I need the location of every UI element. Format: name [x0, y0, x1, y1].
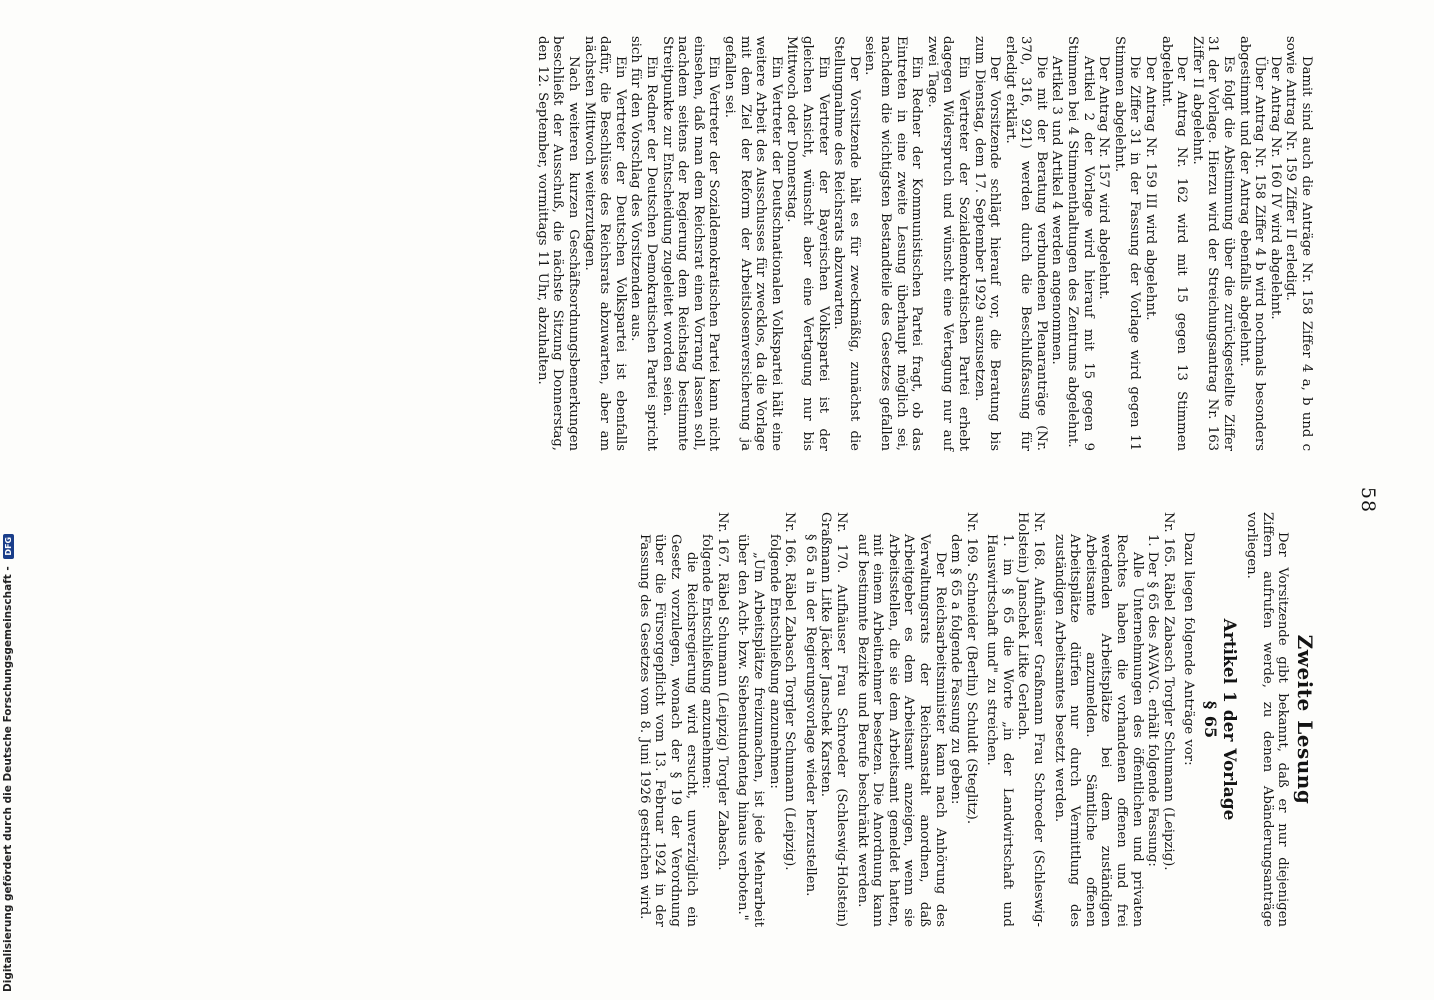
paragraph: Ein Redner der Deutschen Demokratischen Partei spricht sich für den Vorschlag des Vorsitzenden aus.	[628, 36, 660, 451]
page-number: 58	[1357, 486, 1379, 514]
motion-167: Nr. 167. Räbel Schumann (Leipzig) Torgler Zabasch.	[714, 512, 730, 871]
paragraph: Artikel 2 der Vorlage wird hierauf mit 15 gegen 9 Stimmen bei 4 Stimmenthaltungen des Zentrums abgelehnt.	[1065, 36, 1096, 451]
article-heading: Artikel 1 der Vorlage	[1218, 618, 1239, 821]
paragraph: Der Vorsitzende hält es für zweckmäßig, zunächst die Stellungnahme des Reichsrats abzuwarten.	[831, 36, 862, 451]
paragraph: Damit sind auch die Anträge Nr. 158 Ziffer 4 a, b und c sowie Antrag Nr. 159 Ziffer II erledigt.	[1283, 36, 1314, 451]
dfg-logo: DFG	[3, 534, 14, 559]
paragraph: Dazu liegen folgende Anträge vor:	[1181, 532, 1197, 766]
paragraph: Der Antrag Nr. 159 III wird abgelehnt.	[1143, 56, 1159, 321]
motion-quote: Der Reichsarbeitsminister kann nach Anhörung des Verwaltungsrats der Reichsanstalt anordnen, daß Arbeitgeber es dem Arbeitsamt anzeigen, wenn sie Arbeitsstellen, die sie dem Arbeitsamt gemeldet hatten, mit einem Arbeitnehmer besetzen. Die Anordnung kann auf bestimmte Bezirke und Berufe beschränkt werden.	[854, 534, 948, 927]
motion-170: Nr. 170. Aufhäuser Frau Schroeder (Schleswig-Holstein) Graßmann Litke Jäcker Janschek Karsten.	[818, 512, 849, 927]
motion-165: Nr. 165. Räbel Zabasch Torgler Schumann (Leipzig).	[1160, 512, 1176, 871]
motion-quote: die Reichsregierung wird ersucht, unverzüglich ein Gesetz vorzulegen, wonach der § 19 der Verordnung über die Fürsorgepflicht vom 13. Februar 1924 in der Fassung des Gesetzes vom 8. Juni 1926 gestrichen wird.	[636, 534, 699, 927]
paragraph: Der Antrag Nr. 157 wird abgelehnt.	[1096, 56, 1112, 300]
paragraph: Der Antrag Nr. 160 IV wird abgelehnt.	[1267, 56, 1283, 320]
motion-quote: Alle Unternehmungen des öffentlichen und privaten Rechtes haben die vorhandenen offenen und frei werdenden Arbeitsplätze bei dem zuständigen Arbeitsamte anzumelden. Sämtliche offenen Arbeitsplätze dürfen nur durch Vermittlung des zuständigen Arbeitsamtes besetzt werden.	[1051, 534, 1145, 927]
left-column	[534, 36, 1314, 451]
paragraph: Die mit der Beratung verbundenen Plenaranträge (Nr. 370, 316, 921) werden durch die Beschlußfassung für erledigt erklärt.	[1002, 36, 1049, 451]
right-column	[636, 512, 1317, 927]
paragraph: Der Antrag Nr. 162 wird mit 15 gegen 13 Stimmen abgelehnt.	[1158, 36, 1190, 451]
paragraph: Ein Vertreter der Bayerischen Volkspartei ist der gleichen Ansicht, wünscht aber eine Vertagung nur bis Mittwoch oder Donnerstag.	[784, 36, 831, 451]
motion-168: Nr. 168. Aufhäuser Graßmann Frau Schroeder (Schleswig-Holstein) Janschek Litke Gerlach.	[1015, 512, 1047, 927]
paragraph: Der Vorsitzende gibt bekannt, daß er nur diejenigen Ziffern aufrufen werde, zu denen Abänderungsanträge vorliegen.	[1244, 512, 1291, 927]
paragraph: Nach weiteren kurzen Geschäftsordnungsbemerkungen beschließt der Ausschuß, die nächste Sitzung Donnerstag, den 12. September, vormittags 11 Uhr, abzuhalten.	[534, 36, 582, 451]
paragraph: Es folgt die Abstimmung über die zurückgestellte Ziffer 31 der Vorlage. Hierzu wird der Streichungsantrag Nr. 163 Ziffer II abgelehnt.	[1189, 36, 1237, 451]
paragraph: Ein Vertreter der Deutschen Volkspartei ist ebenfalls dafür, die Beschlüsse des Reichsrats abzuwarten, aber am nächsten Mittwoch weiterzutagen.	[581, 36, 628, 451]
paragraph-sign-heading: § 65	[1201, 700, 1221, 739]
paragraph: Ein Vertreter der Sozialdemokratischen Partei erhebt dagegen Widerspruch und wünscht eine Vertagung nur auf zwei Tage.	[924, 36, 971, 451]
motion-lead: § 65 a in der Regierungsvorlage wieder herzustellen.	[802, 534, 818, 897]
motion-item: 1. Der § 65 des AVAVG. erhält folgende Fassung:	[1145, 534, 1161, 867]
section-heading: Zweite Lesung	[1293, 634, 1317, 805]
motion-item: 1. im § 65 die Worte „in der Landwirtschaft und Hauswirtschaft und" zu streichen.	[984, 534, 1015, 927]
paragraph: Ein Redner der Kommunistischen Partei fragt, ob das Eintreten in eine zweite Lesung überhaupt möglich sei, nachdem die wichtigsten Bestandteile des Gesetzes gefallen seien.	[862, 36, 925, 451]
motion-lead: dem § 65 a folgende Fassung zu geben:	[948, 534, 964, 805]
digitization-credit-text: Digitalisierung gefördert durch die Deutsche Forschungsgemeinschaft -	[2, 566, 14, 992]
paragraph: Artikel 3 und Artikel 4 werden angenommen.	[1049, 56, 1065, 365]
motion-quote: „Um Arbeitsplätze freizumachen, ist jede Mehrarbeit über den Acht- bzw. Siebenstundentag hinaus verboten."	[735, 534, 766, 927]
motion-lead: folgende Entschließung anzunehmen:	[766, 534, 782, 789]
paragraph: Ein Vertreter der Deutschnationalen Volkspartei hält eine weitere Arbeit des Ausschusses für zwecklos, da die Vorlage mit dem Ziel der Reform der Arbeitslosenversicherung ja gefallen sei.	[722, 36, 784, 451]
motion-166: Nr. 166. Räbel Zabasch Torgler Schumann (Leipzig).	[782, 512, 798, 871]
paragraph: Ein Vertreter der Sozialdemokratischen Partei kann nicht einsehen, daß man dem Reichsrat einen Vorrang lassen soll, nachdem seitens der Regierung dem Reichstag bestimmte Streitpunkte zur Entscheidung zugeleitet worden seien.	[659, 36, 722, 451]
paragraph: Die Ziffer 31 in der Fassung der Vorlage wird gegen 11 Stimmen abgelehnt.	[1111, 36, 1143, 451]
paragraph: Über Antrag Nr. 158 Ziffer 4 b wird nochmals besonders abgestimmt und der Antrag ebenfalls abgelehnt.	[1236, 36, 1268, 451]
paragraph: Der Vorsitzende schlägt hierauf vor, die Beratung bis zum Dienstag, dem 17. September 1929 auszusetzen.	[971, 36, 1003, 451]
motion-169: Nr. 169. Schneider (Berlin) Schuldt (Steglitz).	[963, 512, 979, 825]
motion-lead: folgende Entschließung anzunehmen:	[699, 534, 715, 789]
